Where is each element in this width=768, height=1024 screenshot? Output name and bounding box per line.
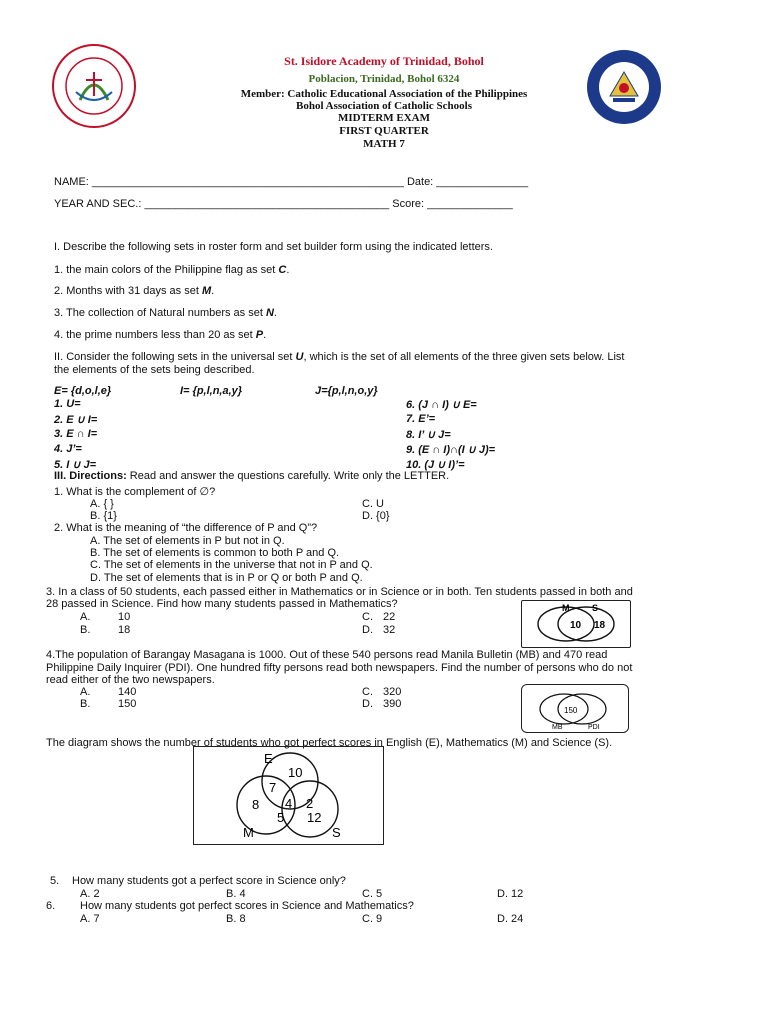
venn-s-only: 12	[307, 810, 322, 825]
q4-option-c-value: 320	[383, 686, 402, 698]
school-name: St. Isidore Academy of Trinidad, Bohol	[284, 54, 484, 68]
venn-s-label: S	[332, 825, 341, 840]
part1-item-3: 3. The collection of Natural numbers as set N.	[54, 307, 277, 319]
set-e: E= {d,o,l,e}	[54, 385, 112, 397]
name-field[interactable]: NAME: ___________________________________________________ Date: _______________	[54, 176, 529, 188]
q3-venn-s-label: S	[592, 603, 599, 613]
q3-question-line1: 3. In a class of 50 students, each passed either in Mathematics or in Science or in both. Ten students passed in both and	[46, 586, 633, 598]
q2-option-c: C. The set of elements in the universe that not in P and Q.	[90, 559, 373, 571]
school-address: Poblacion, Trinidad, Bohol 6324	[308, 73, 460, 85]
q3-option-b-letter: B.	[80, 624, 91, 636]
q2-option-d: D. The set of elements that is in P or Q or both P and Q.	[90, 572, 363, 584]
year-section-field[interactable]: YEAR AND SEC.: ________________________________________ Score: ______________	[54, 198, 513, 210]
q4-option-d-value: 390	[383, 698, 402, 710]
part1-item-1: 1. the main colors of the Philippine flag as set C.	[54, 264, 290, 276]
q3-option-c-value: 22	[383, 611, 396, 623]
q1-question: 1. What is the complement of ∅?	[54, 486, 216, 498]
q4-option-d-letter: D.	[362, 698, 373, 710]
quarter-title: FIRST QUARTER	[339, 125, 429, 137]
member-line: Member: Catholic Educational Association of the Philippines	[240, 88, 528, 100]
q4-option-a-letter: A.	[80, 686, 91, 698]
q5-option-b: B. 4	[226, 888, 246, 900]
q6-option-d: D. 24	[497, 913, 524, 925]
association-line: Bohol Association of Catholic Schools	[295, 100, 473, 112]
q3-venn-s-only: 18	[594, 620, 606, 631]
part2-item-5: 5. I ∪ J=	[54, 459, 96, 471]
q5-number: 5.	[50, 875, 60, 887]
set-j: J={p,l,n,o,y}	[315, 385, 378, 397]
q5-option-d: D. 12	[497, 888, 524, 900]
q3-venn-m-label: M	[562, 603, 570, 613]
part1-instruction: I. Describe the following sets in roster form and set builder form using the indicated letters.	[54, 241, 493, 253]
part2-item-7: 7. E’=	[406, 413, 436, 425]
q4-venn-diagram	[521, 684, 629, 733]
part1-item-4: 4. the prime numbers less than 20 as set P.	[54, 329, 267, 341]
q4-option-c-letter: C.	[362, 686, 373, 698]
q4-option-a-value: 140	[118, 686, 137, 698]
q2-option-b: B. The set of elements is common to both P and Q.	[90, 547, 340, 559]
venn-m-label: M	[243, 825, 254, 840]
venn-center: 4	[285, 796, 293, 811]
part2-item-6: 6. (J ∩ I) ∪ E=	[406, 399, 477, 411]
q3-option-d-value: 32	[383, 624, 396, 636]
diagram-intro: The diagram shows the number of students who got perfect scores in English (E), Mathematics (M) and Science (S).	[46, 737, 613, 749]
q6-option-a: A. 7	[80, 913, 100, 925]
part2-instruction-line2: the elements of the sets being described.	[54, 364, 255, 376]
part2-item-2: 2. E ∪ I=	[54, 414, 98, 426]
q1-option-d: D. {0}	[362, 510, 390, 522]
venn-m-only: 8	[252, 797, 260, 812]
q3-option-a-value: 10	[118, 611, 131, 623]
q4-venn-both: 150	[564, 706, 578, 715]
part2-item-3: 3. E ∩ I=	[54, 428, 98, 440]
q4-venn-pdi-label: PDI	[588, 724, 600, 731]
q5-option-c: C. 5	[362, 888, 383, 900]
set-i: I= {p,l,n,a,y}	[180, 385, 243, 397]
q2-question: 2. What is the meaning of “the difference of P and Q”?	[54, 522, 318, 534]
q3-option-a-letter: A.	[80, 611, 91, 623]
q1-option-a: A. { }	[90, 498, 114, 510]
q5-option-a: A. 2	[80, 888, 100, 900]
q1-option-b: B. {1}	[90, 510, 117, 522]
q2-option-a: A. The set of elements in P but not in Q.	[90, 535, 285, 547]
part2-item-1: 1. U=	[54, 398, 81, 410]
part2-item-4: 4. J’=	[54, 443, 82, 455]
part2-item-8: 8. I’ ∪ J=	[406, 429, 451, 441]
part2-item-10: 10. (J ∪ I)’=	[406, 459, 465, 471]
venn-e-label: E	[264, 751, 273, 766]
q6-question: How many students got perfect scores in Science and Mathematics?	[80, 900, 414, 912]
venn-e-only: 10	[288, 765, 303, 780]
venn-m-s: 5	[277, 810, 285, 825]
q3-venn-diagram	[521, 600, 631, 648]
part1-item-2: 2. Months with 31 days as set M.	[54, 285, 215, 297]
q3-venn-both: 10	[570, 620, 582, 631]
part2-item-9: 9. (E ∩ I)∩(I ∪ J)=	[406, 444, 496, 456]
q3-option-b-value: 18	[118, 624, 131, 636]
exam-title: MIDTERM EXAM	[338, 112, 430, 124]
venn-e-s: 2	[306, 796, 314, 811]
q6-number: 6.	[46, 900, 56, 912]
q4-question-line3: read either of the two newspapers.	[46, 674, 215, 686]
subject-title: MATH 7	[363, 138, 405, 150]
q3-question-line2: 28 passed in Science. Find how many students passed in Mathematics?	[46, 598, 398, 610]
q6-option-c: C. 9	[362, 913, 383, 925]
q4-option-b-letter: B.	[80, 698, 91, 710]
q4-question-line2: Philippine Daily Inquirer (PDI). One hundred fifty persons read both newspapers. Find the number of persons who do not	[46, 662, 633, 674]
q4-question-line1: 4.The population of Barangay Masagana is 1000. Out of these 540 persons read Manila Bulletin (MB) and 470 read	[46, 649, 608, 661]
venn-e-m: 7	[269, 780, 277, 795]
q6-option-b: B. 8	[226, 913, 246, 925]
part2-instruction-line1: II. Consider the following sets in the universal set U, which is the set of all elements of the three given sets below. List	[54, 351, 625, 363]
q3-option-c-letter: C.	[362, 611, 373, 623]
three-set-venn-diagram	[193, 746, 384, 845]
q4-venn-mb-label: MB	[552, 724, 563, 731]
part3-directions: III. Directions: Read and answer the questions carefully. Write only the LETTER.	[54, 470, 450, 482]
q1-option-c: C. U	[362, 498, 384, 510]
q5-question: How many students got a perfect score in Science only?	[72, 875, 346, 887]
q4-option-b-value: 150	[118, 698, 137, 710]
q3-option-d-letter: D.	[362, 624, 373, 636]
